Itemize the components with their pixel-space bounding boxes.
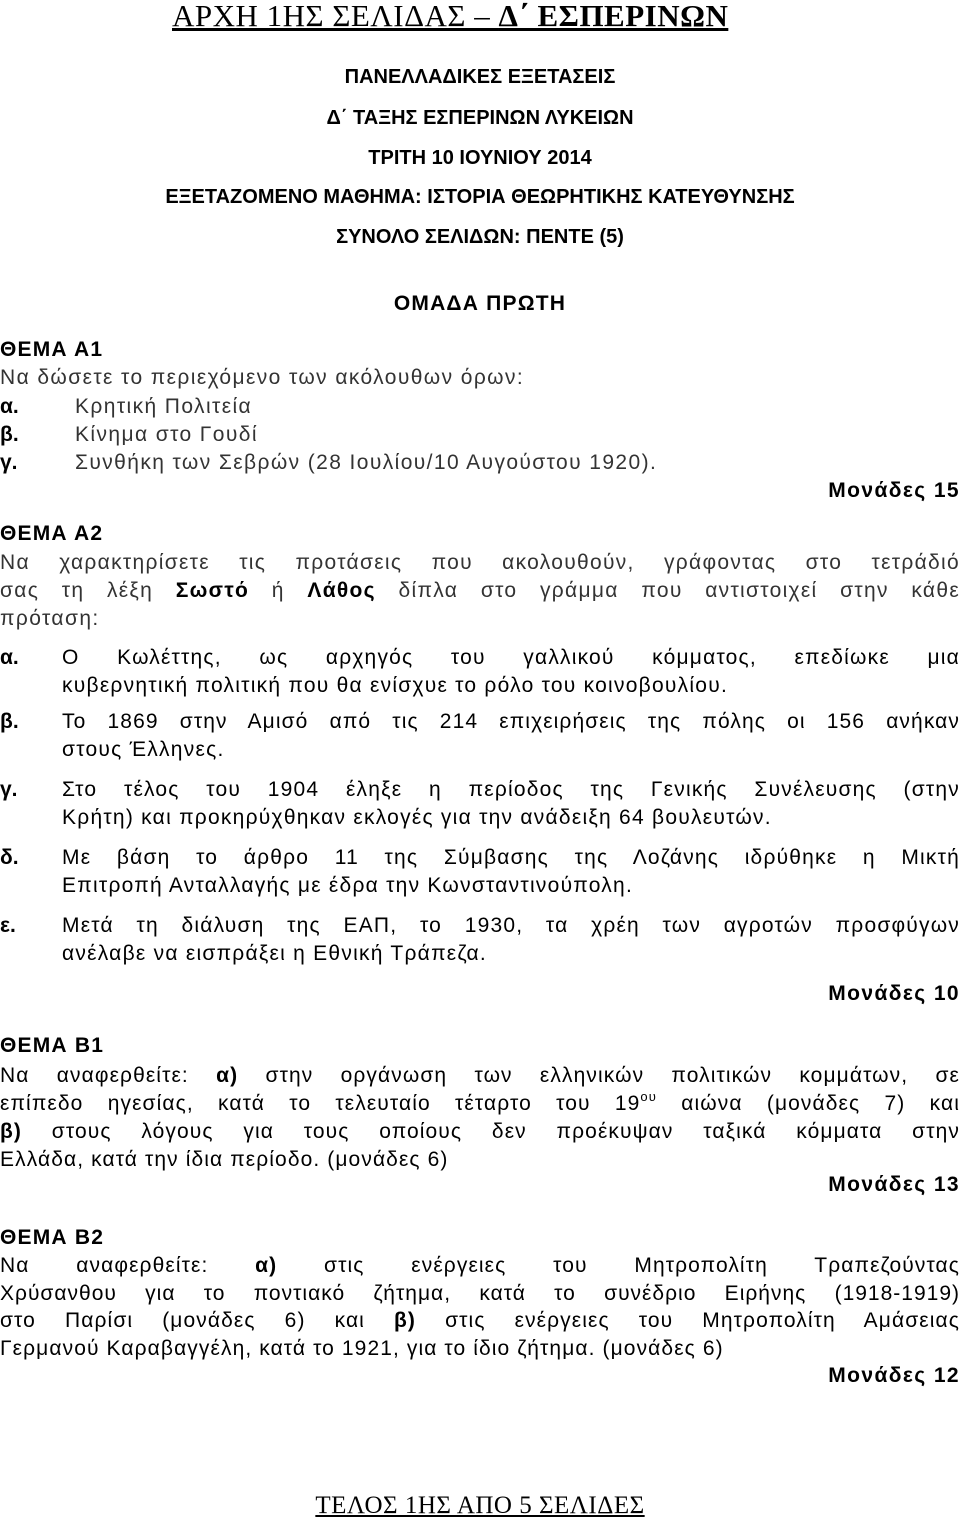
- b1-line-2: επίπεδο ηγεσίας, κατά το τελευταίο τέταρτο του $19^{o\upsilon}$ αιώνα (μονάδες 7) και: [0, 1089, 960, 1115]
- exam-line-1: ΠΑΝΕΛΛΑΔΙΚΕΣ ΕΞΕΤΑΣΕΙΣ: [344, 66, 616, 88]
- b2-line-2: Χρύσανθου για το ποντιακό ζήτημα, κατά το συνέδριο Ειρήνης (1918-1919): [0, 1282, 960, 1305]
- exam-line-4: ΕΞΕΤΑΖΟΜΕΝΟ ΜΑΘΗΜΑ: ΙΣΤΟΡΙΑ ΘΕΩΡΗΤΙΚΗΣ ΚΑΤΕΥΘΥΝΣΗΣ: [165, 186, 795, 208]
- a1-item-c: γ. Συνθήκη των Σεβρών (28 Ιουλίου/10 Αυγούστου 1920).: [0, 451, 658, 474]
- a2-item-e: ε. Μετά τη διάλυση της ΕΑΠ, το 1930, τα χρέη των αγροτών προσφύγων ανέλαβε να εισπράξει η Εθνική Τράπεζα.: [0, 914, 960, 965]
- a1-intro: Να δώσετε το περιεχόμενο των ακόλουθων όρων:: [0, 366, 525, 389]
- exam-line-2: Δ΄ ΤΑΞΗΣ ΕΣΠΕΡΙΝΩΝ ΛΥΚΕΙΩΝ: [326, 107, 634, 129]
- b2-line-1: Να αναφερθείτε: α) στις ενέργειες του Μητροπολίτη Τραπεζούντας: [0, 1254, 960, 1277]
- a2-item-c: γ. Στο τέλος του 1904 έληξε η περίοδος της Γενικής Συνέλευσης (στην Κρήτη) και προκηρύχθηκαν εκλογές για την ανάδειξη 64 βουλευτών.: [0, 778, 960, 829]
- b1-title: ΘΕΜΑ Β1: [0, 1034, 105, 1057]
- b1-line-3: β) στους λόγους για τους οποίους δεν προέκυψαν ταξικά κόμματα στην: [0, 1120, 960, 1143]
- b2-title: ΘΕΜΑ Β2: [0, 1226, 105, 1249]
- b2-marks: Μονάδες 12: [828, 1364, 960, 1387]
- b2-line-4: Γερμανού Καραβαγγέλη, κατά το 1921, για το ίδιο ζήτημα. (μονάδες 6): [0, 1337, 724, 1360]
- exam-line-5: ΣΥΝΟΛΟ ΣΕΛΙΔΩΝ: ΠΕΝΤΕ (5): [336, 226, 624, 248]
- a2-item-a: α. Ο Κωλέττης, ως αρχηγός του γαλλικού κόμματος, επεδίωκε μια κυβερνητική πολιτική που θα ενίσχυε το ρόλο του κοινοβουλίου.: [0, 646, 960, 697]
- a2-intro-line-1: Να χαρακτηρίσετε τις προτάσεις που ακολουθούν, γράφοντας στο τετράδιό: [0, 551, 960, 574]
- a2-item-d: δ. Με βάση το άρθρο 11 της Σύμβασης της Λοζάνης ιδρύθηκε η Μικτή Επιτροπή Ανταλλαγής με έδρα την Κωνσταντινούπολη.: [0, 846, 960, 897]
- page-header: ΑΡΧΗ 1ΗΣ ΣΕΛΙΔΑΣ – Δ΄ ΕΣΠΕΡΙΝΩΝ: [172, 0, 729, 33]
- b1-line-1: Να αναφερθείτε: α) στην οργάνωση των ελληνικών πολιτικών κομμάτων, σε: [0, 1064, 960, 1087]
- b1-marks: Μονάδες 13: [828, 1173, 960, 1196]
- a2-marks: Μονάδες 10: [828, 982, 960, 1005]
- b2-line-3: στο Παρίσι (μονάδες 6) και β) στις ενέργειες του Μητροπολίτη Αμάσειας: [0, 1309, 960, 1332]
- group-title: ΟΜΑΔΑ ΠΡΩΤΗ: [393, 292, 567, 315]
- a2-intro-line-3: πρόταση:: [0, 607, 100, 630]
- b1-line-4: Ελλάδα, κατά την ίδια περίοδο. (μονάδες 6): [0, 1148, 449, 1171]
- a1-item-a: α. Κρητική Πολιτεία: [0, 395, 253, 418]
- a2-item-b: β. Το 1869 στην Αμισό από τις 214 επιχειρήσεις της πόλης οι 156 ανήκαν στους Έλληνες.: [0, 710, 960, 761]
- a1-item-b: β. Κίνημα στο Γουδί: [0, 423, 258, 446]
- a1-marks: Μονάδες 15: [828, 479, 960, 502]
- a1-title: ΘΕΜΑ Α1: [0, 338, 104, 361]
- a2-title: ΘΕΜΑ Α2: [0, 522, 104, 545]
- page-footer: ΤΕΛΟΣ 1ΗΣ ΑΠΟ 5 ΣΕΛΙΔΕΣ: [315, 1492, 645, 1519]
- a2-intro-line-2: σας τη λέξη Σωστό ή Λάθος δίπλα στο γράμμα που αντιστοιχεί στην κάθε: [0, 579, 960, 602]
- exam-line-3: ΤΡΙΤΗ 10 ΙΟΥΝΙΟΥ 2014: [368, 147, 592, 169]
